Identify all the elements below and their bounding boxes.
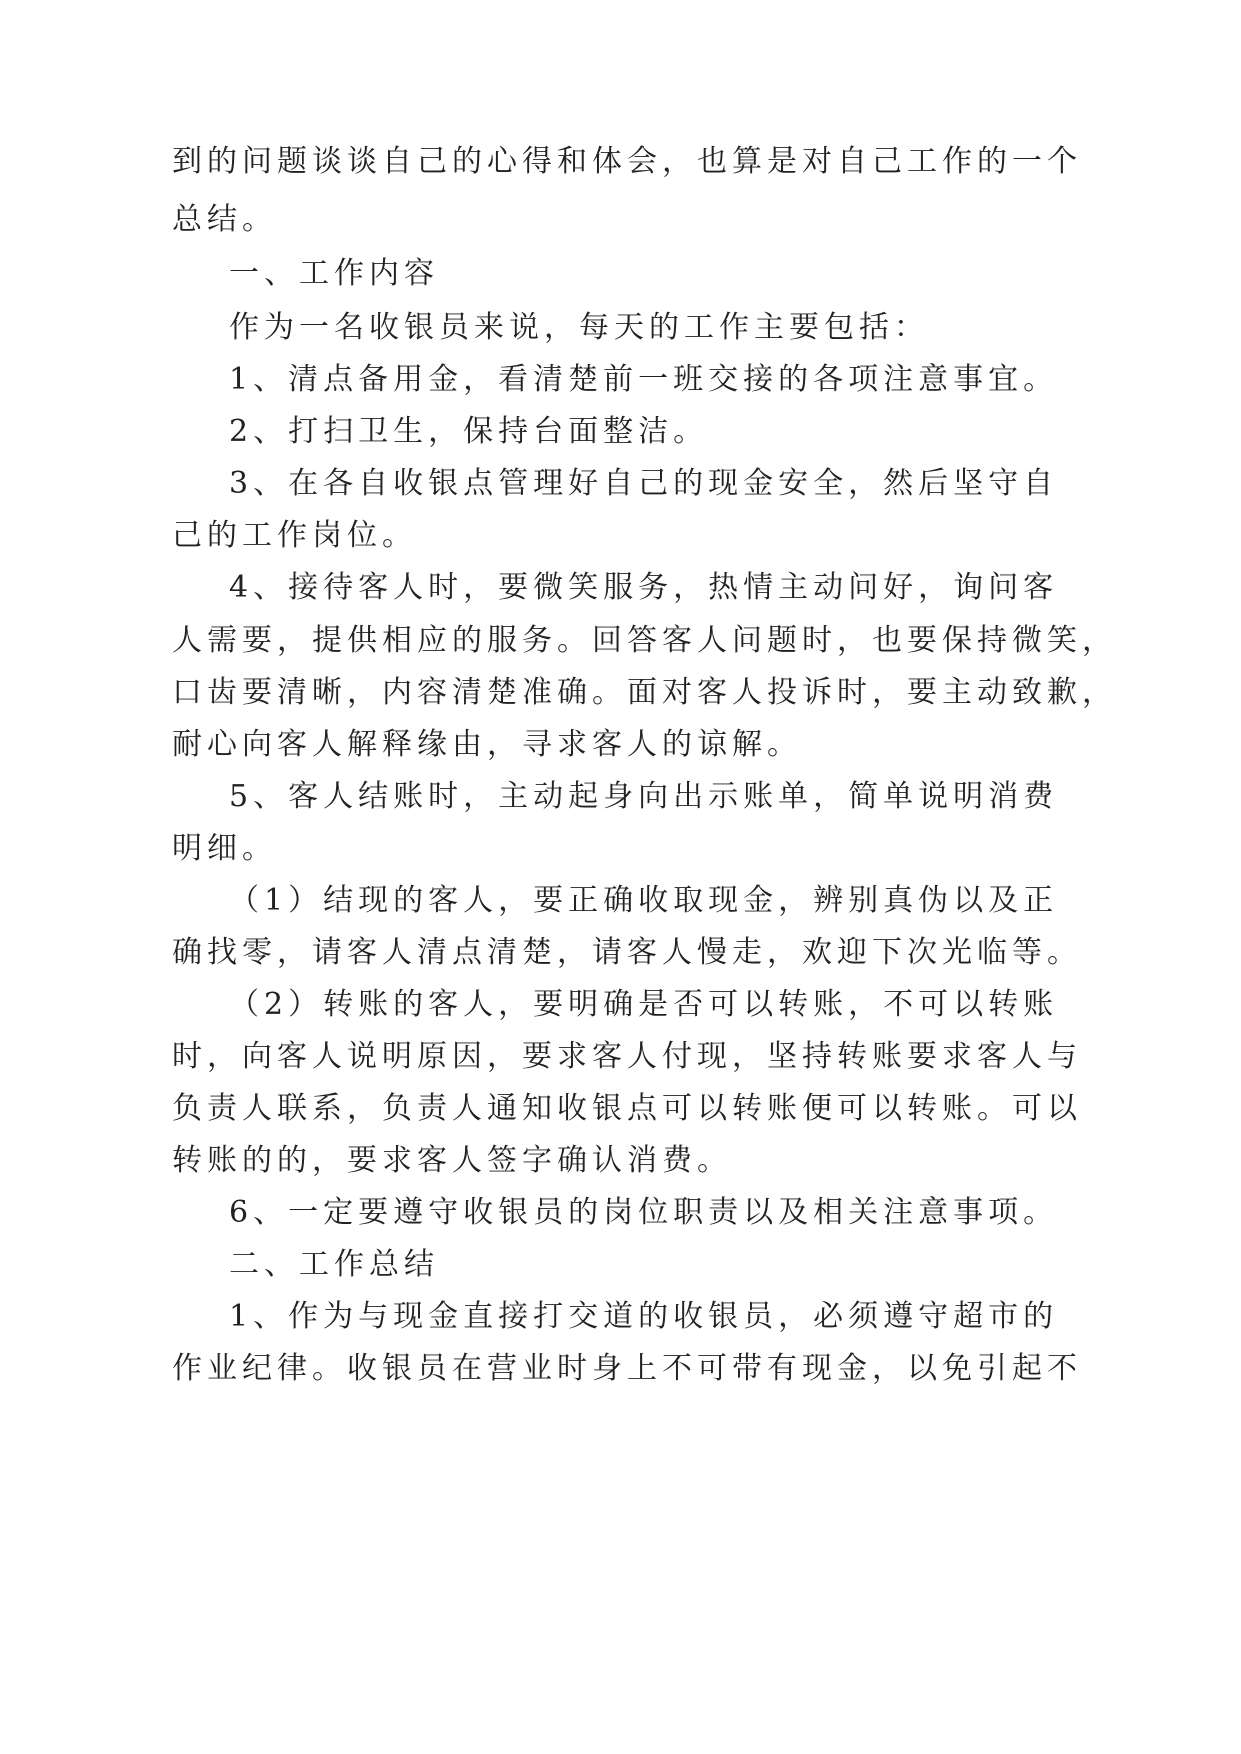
sub-list-item: （1）结现的客人，要正确收取现金，辨别真伪以及正 [229,883,1059,918]
body-text-line: 时，向客人说明原因，要求客人付现，坚持转账要求客人与 [172,1039,1082,1074]
body-text-line: 口齿要清晰，内容清楚准确。面对客人投诉时，要主动致歉， [172,675,1117,710]
body-text-line: 转账的的，要求客人签字确认消费。 [172,1143,732,1178]
body-text-line: 人需要，提供相应的服务。回答客人问题时，也要保持微笑， [172,623,1117,658]
list-item: 6、一定要遵守收银员的岗位职责以及相关注意事项。 [229,1195,1059,1230]
list-item: 5、客人结账时，主动起身向出示账单，简单说明消费 [229,779,1059,814]
body-text-line: 耐心向客人解释缘由，寻求客人的谅解。 [172,727,802,762]
list-item: 2、打扫卫生，保持台面整洁。 [229,414,709,449]
section-heading: 一、工作内容 [229,256,439,291]
body-text-line: 确找零，请客人清点清楚，请客人慢走，欢迎下次光临等。 [172,935,1082,970]
body-text-line: 己的工作岗位。 [172,518,417,553]
section-heading: 二、工作总结 [229,1247,439,1282]
list-item: 1、清点备用金，看清楚前一班交接的各项注意事宜。 [229,362,1059,397]
list-item: 3、在各自收银点管理好自己的现金安全，然后坚守自 [229,466,1059,501]
body-text-line: 明细。 [172,831,277,866]
sub-list-item: （2）转账的客人，要明确是否可以转账，不可以转账 [229,987,1059,1022]
body-text-line: 总结。 [172,202,277,237]
body-text-line: 到的问题谈谈自己的心得和体会，也算是对自己工作的一个 [172,144,1082,179]
list-item: 4、接待客人时，要微笑服务，热情主动问好，询问客 [229,570,1059,605]
body-text-line: 作业纪律。收银员在营业时身上不可带有现金，以免引起不 [172,1351,1082,1386]
list-item: 1、作为与现金直接打交道的收银员，必须遵守超市的 [229,1299,1059,1334]
body-text-line: 负责人联系，负责人通知收银点可以转账便可以转账。可以 [172,1091,1082,1126]
body-text-line: 作为一名收银员来说，每天的工作主要包括： [229,310,929,345]
